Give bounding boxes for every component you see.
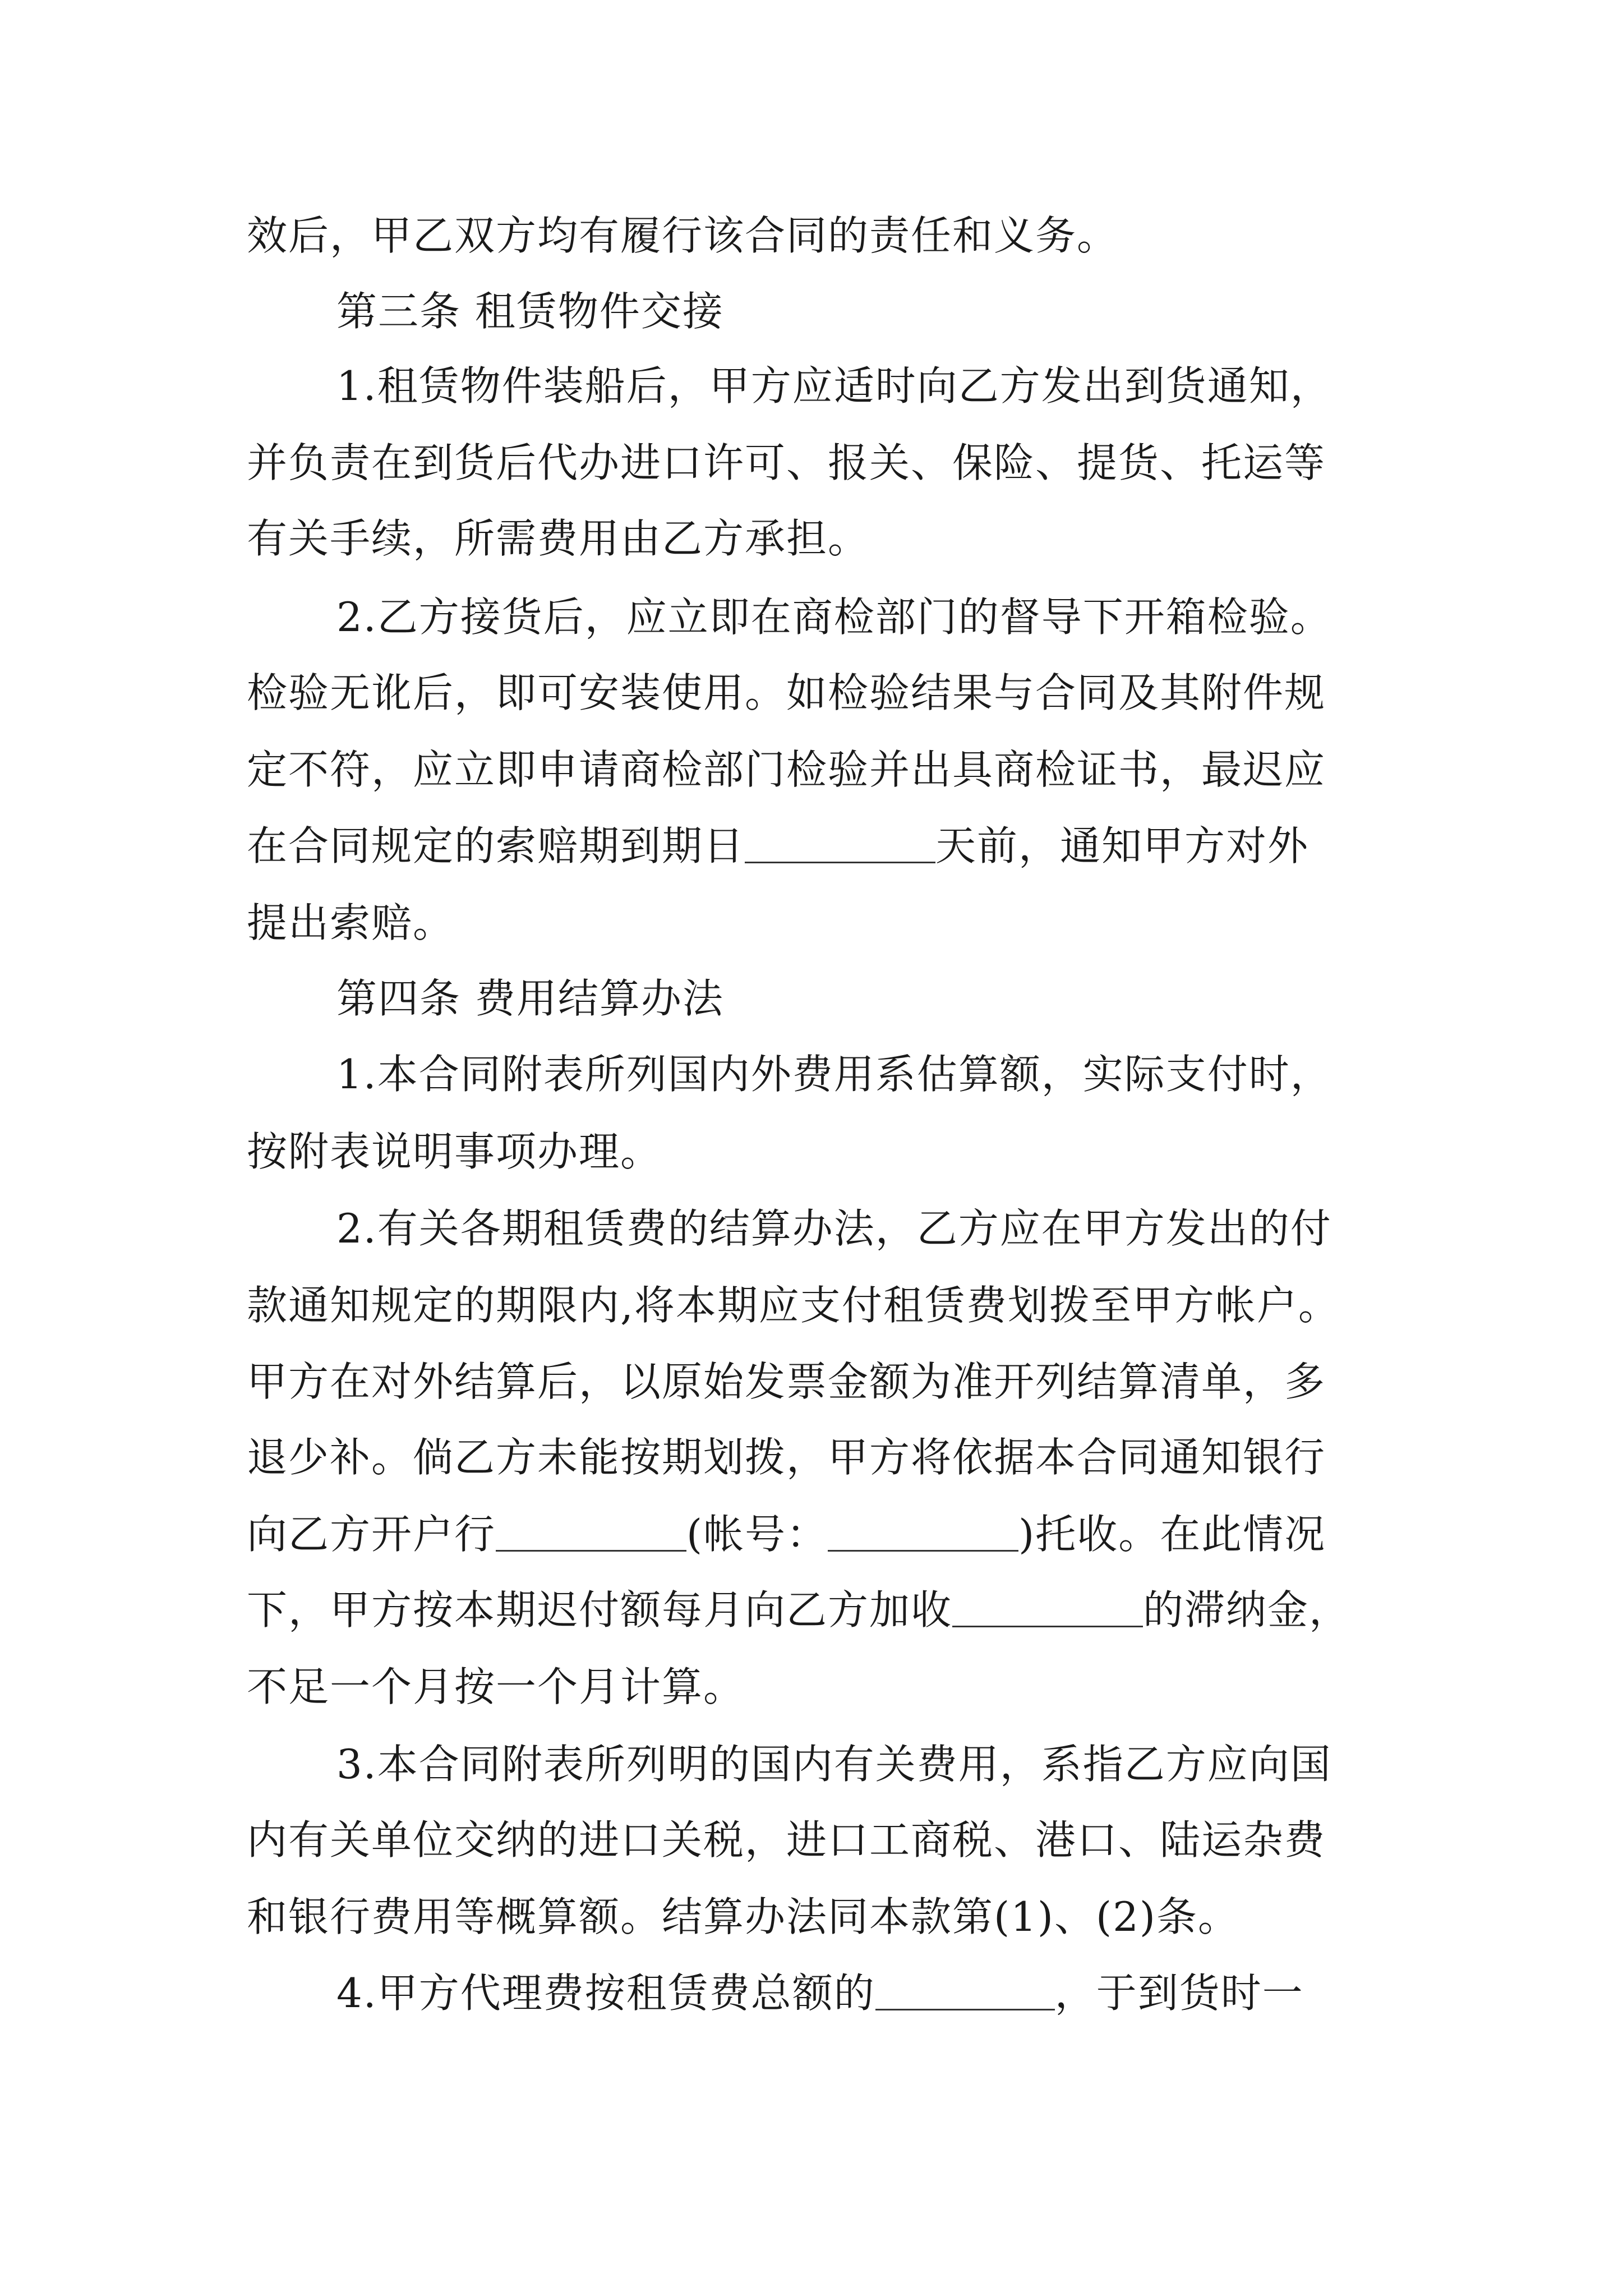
fill-in-blank[interactable] (745, 821, 935, 863)
fill-in-blank-bank[interactable] (496, 1510, 686, 1552)
section-heading-article-4: 第四条 费用结算办法 (336, 975, 724, 1022)
text-line: 和银行费用等概算额。结算办法同本款第(1)、(2)条。 (247, 1893, 1239, 1940)
fill-in-blank-agency-fee[interactable] (875, 1968, 1055, 2010)
text-line-with-blank (247, 818, 1309, 874)
text-segment: 向乙方开户行 (247, 1511, 496, 1558)
text-line: 1.租赁物件装船后，甲方应适时向乙方发出到货通知， (336, 362, 1332, 409)
text-line-with-blank (336, 1965, 1304, 2021)
section-heading-article-3: 第三条 租赁物件交接 (336, 288, 724, 335)
text-line: 内有关单位交纳的进口关税，进口工商税、港口、陆运杂费 (247, 1816, 1326, 1864)
text-segment: )托收。在此情况 (1018, 1511, 1326, 1558)
text-segment: 下，甲方按本期迟付额每月向乙方加收 (247, 1586, 953, 1634)
text-line: 退少补。倘乙方未能按期划拨，甲方将依据本合同通知银行 (247, 1434, 1326, 1481)
text-line: 2.乙方接货后，应立即在商检部门的督导下开箱检验。 (336, 593, 1332, 641)
text-line: 不足一个月按一个月计算。 (247, 1663, 745, 1710)
text-line: 有关手续，所需费用由乙方承担。 (247, 515, 870, 562)
fill-in-blank-account[interactable] (828, 1510, 1018, 1552)
text-line-with-blank (247, 1582, 1350, 1638)
text-line: 甲方在对外结算后，以原始发票金额为准开列结算清单，多 (247, 1358, 1326, 1405)
text-line: 款通知规定的期限内,将本期应支付租赁费划拨至甲方帐户。 (247, 1282, 1340, 1329)
text-line: 检验无讹后，即可安装使用。如检验结果与合同及其附件规 (247, 669, 1326, 716)
text-line: 效后，甲乙双方均有履行该合同的责任和义务。 (247, 212, 1119, 259)
text-segment: 4.甲方代理费按租赁费总额的 (336, 1970, 875, 2017)
text-line: 并负责在到货后代办进口许可、报关、保险、提货、托运等 (247, 439, 1326, 486)
text-line: 提出索赔。 (247, 899, 455, 946)
text-line: 1.本合同附表所列国内外费用系估算额，实际支付时， (336, 1051, 1332, 1098)
text-segment: 天前，通知甲方对外 (935, 822, 1310, 869)
text-line: 按附表说明事项办理。 (247, 1128, 662, 1175)
text-segment: 的滞纳金， (1143, 1586, 1351, 1634)
fill-in-blank-late-fee[interactable] (952, 1585, 1143, 1627)
text-segment: ，于到货时一 (1054, 1970, 1304, 2017)
text-line: 3.本合同附表所列明的国内有关费用，系指乙方应向国 (336, 1741, 1332, 1788)
text-segment: 在合同规定的索赔期到期日 (247, 822, 745, 869)
text-line: 定不符，应立即申请商检部门检验并出具商检证书，最迟应 (247, 746, 1326, 793)
text-line-with-blanks (247, 1506, 1326, 1562)
text-segment: (帐号： (686, 1511, 828, 1558)
text-line: 2.有关各期租赁费的结算办法，乙方应在甲方发出的付 (336, 1205, 1332, 1252)
